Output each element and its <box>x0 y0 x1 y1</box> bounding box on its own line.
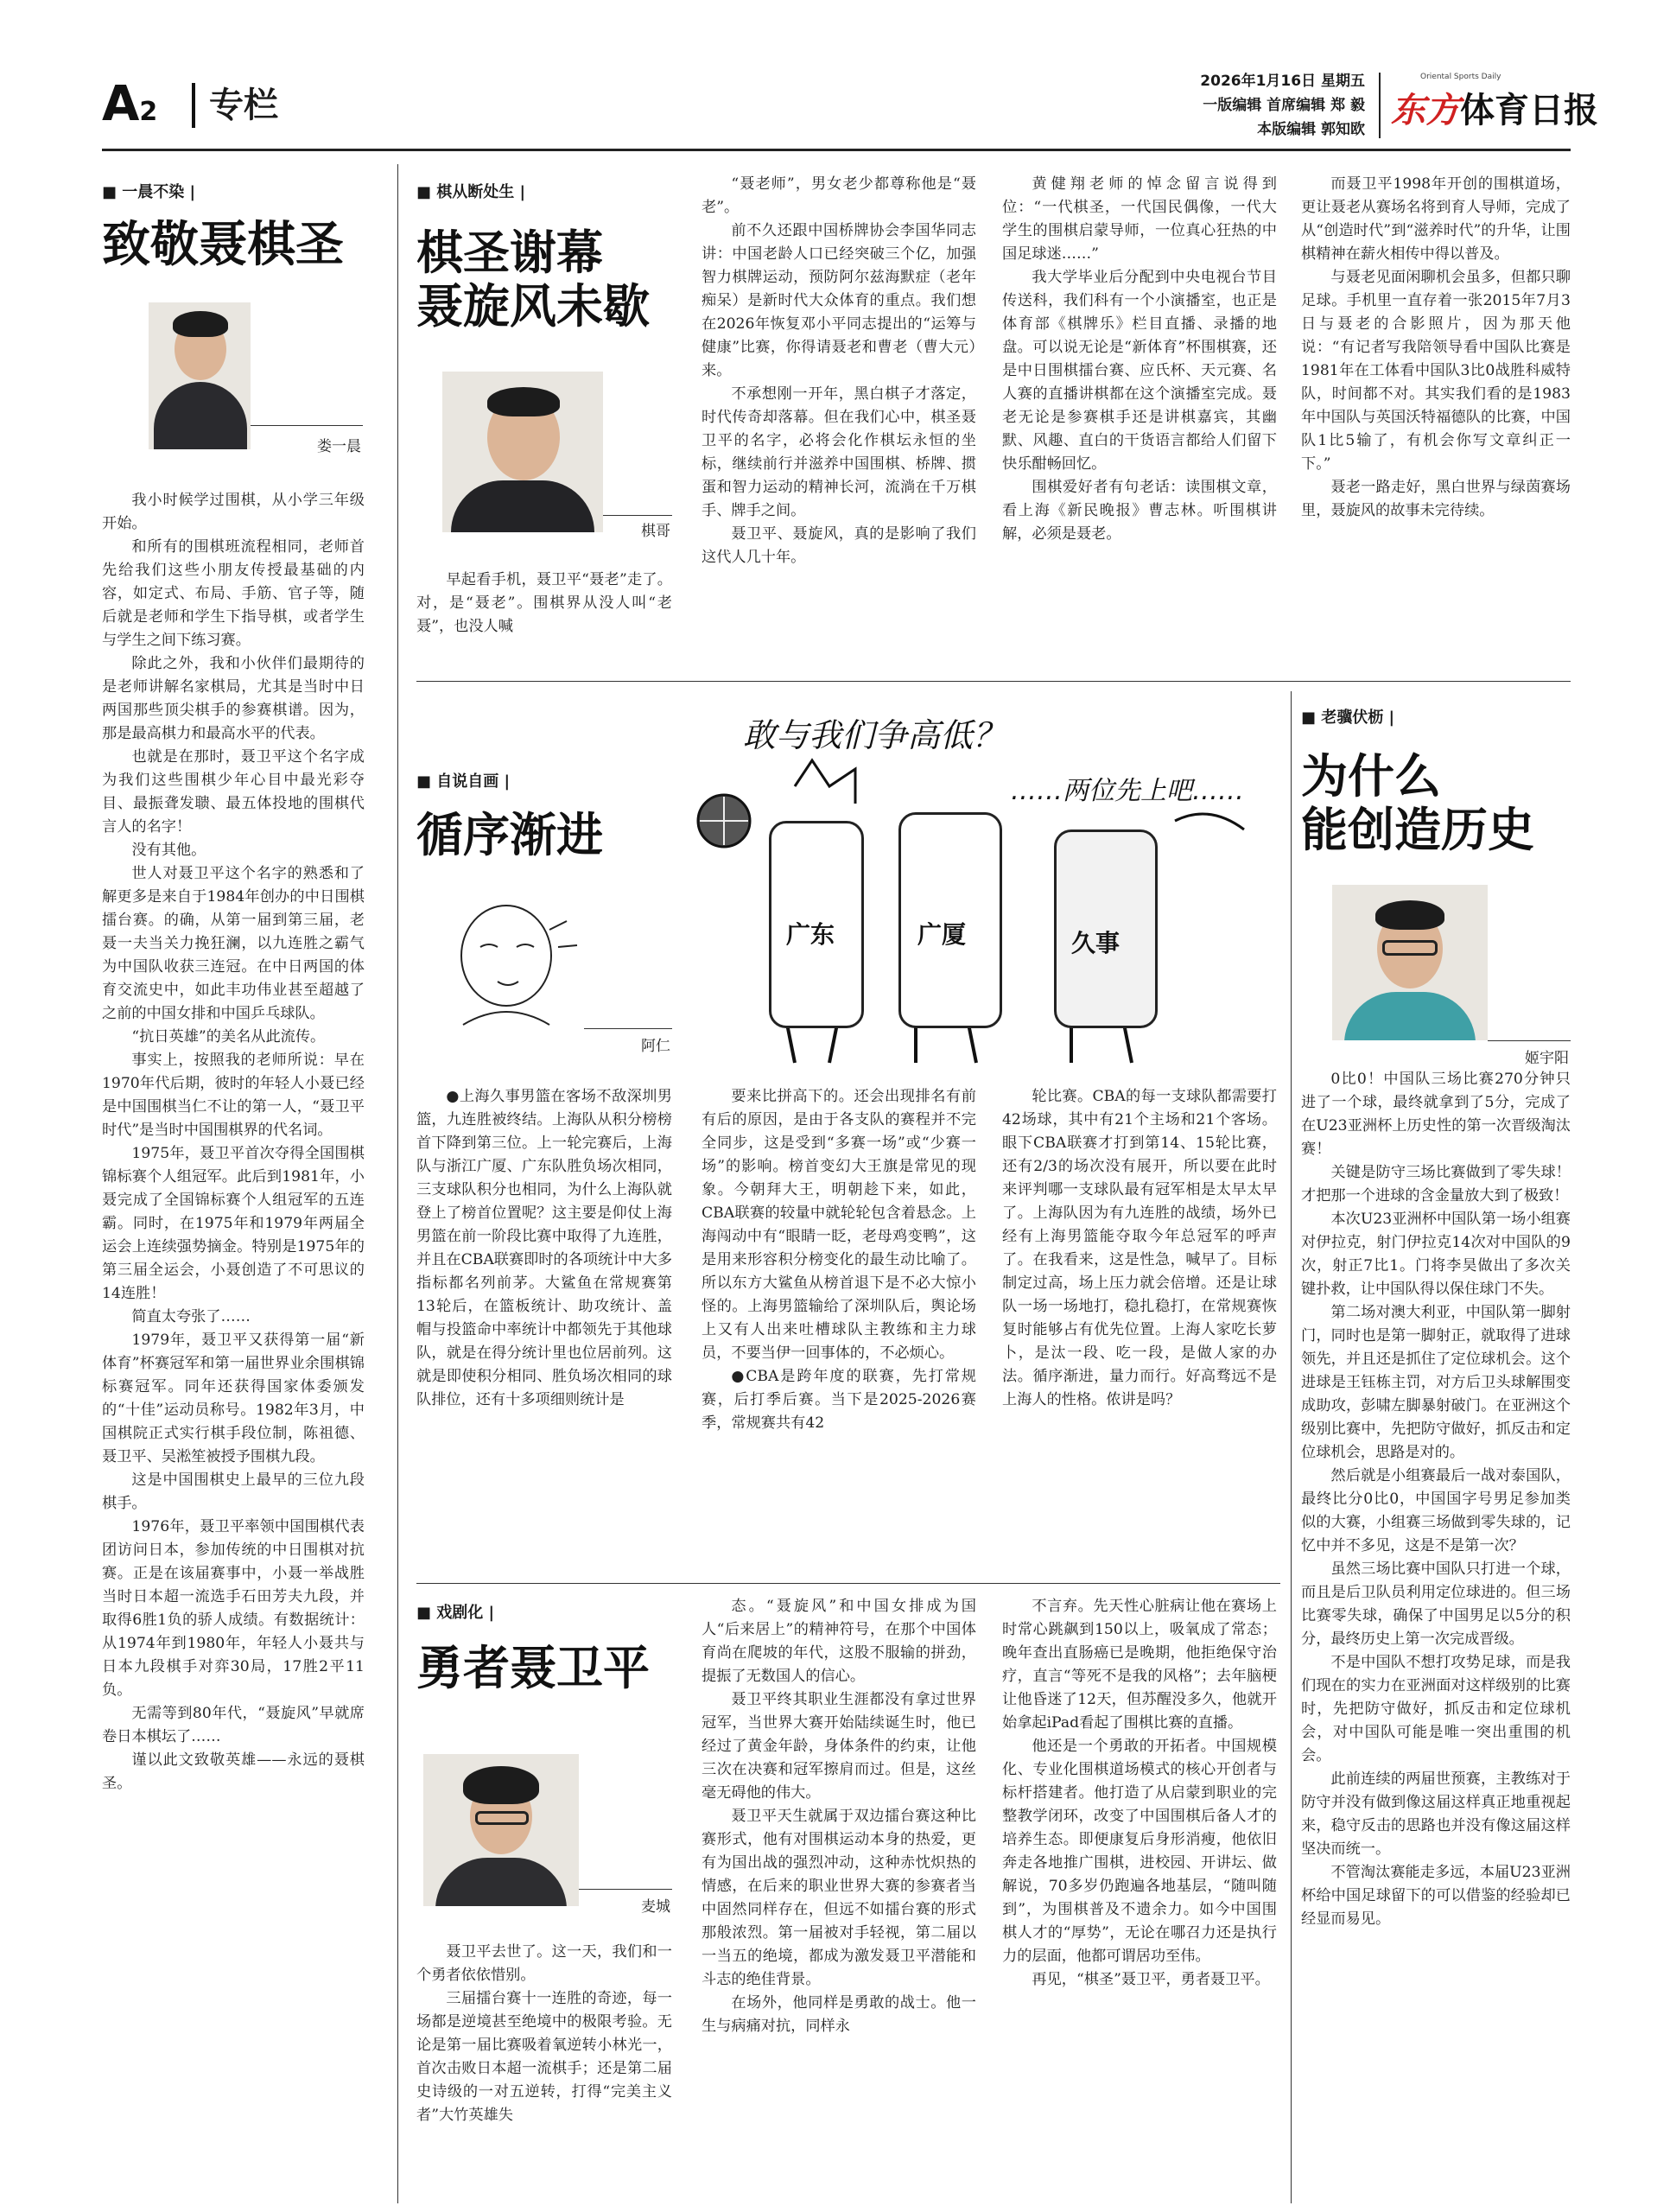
section-divider-1 <box>416 681 1571 682</box>
article-body-2d: 而聂卫平1998年开创的围棋道场，更让聂老从赛场名将到育人导师，完成了从“创造时代”到“滋养时代”的升华，让围棋精神在薪火相传中得以普及。 与聂老见面闲聊机会虽多，但都只聊足球。手机里一直存着一张2015年7月3日与聂老的合影照片，因为那天他说：“有记者写我陪领导看中国队比赛是1981年在工体看中国队3比0战胜科威特队，时间都不对。其实我们看的是1983年中国队与英国沃特福德队的比赛，中国队1比5输了，有机会你写文章纠正一下。” 聂老一路走好，黑白世界与绿茵赛场里，聂旋风的故事未完待续。 <box>1301 175 1571 519</box>
author-photo-4 <box>423 1754 579 1906</box>
header-rule <box>102 149 1571 151</box>
section-name: 专栏 <box>192 83 278 128</box>
cartoon-team-2: 广厦 <box>917 920 967 949</box>
author-sketch-3 <box>446 895 584 1030</box>
article-body-4b: 态。“聂旋风”和中国女排成为国人“后来居上”的精神符号，在那个中国体育尚在爬坡的年代，这股不服输的拼劲，提振了无数国人的信心。 聂卫平终其职业生涯都没有拿过世界冠军，当世界大赛开始陆续诞生时，他已经过了黄金年龄，身体条件的约束，让他三次在决赛和冠军擦肩而过。但是，这丝毫无碍他的伟大。 聂卫平天生就属于双边擂台赛这种比赛形式，他有对围棋运动本身的热爱，更有为国出战的强烈冲动，这种赤忱炽热的情感，在后来的职业世界大赛的参赛者当中固然同样存在，但远不如擂台赛的形式那般浓烈。第一届被对手轻视，第二届以一当五的绝境，都成为激发聂卫平潜能和斗志的绝佳背景。 在场外，他同样是勇敢的战士。他一生与病痛对抗，同样永 <box>702 1598 976 2035</box>
author-photo-1 <box>149 302 251 449</box>
author-name-1: 娄一晨 <box>317 438 361 455</box>
article-body-4c: 不言弃。先天性心脏病让他在赛场上时常心跳飙到150以上，吸氧成了常态；晚年查出直肠癌已是晚期，他拒绝保守治疗，直言“等死不是我的风格”；去年脑梗让他昏迷了12天，但苏醒没多久，他就开始拿起iPad看起了围棋比赛的直播。 他还是一个勇敢的开拓者。中国规模化、专业化围棋道场模式的核心开创者与标杆搭建者。他打造了从启蒙到职业的完整教学闭环，改变了中国围棋后备人才的培养生态。即便康复后身形消瘦，他依旧奔走各地推广围棋，进校园、开讲坛、做解说，70多岁仍跑遍各地基层，“随叫随到”，为围棋普及不遗余力。如今中国围棋人才的“厚势”，无论在哪召力还是执行力的层面，他都可谓居功至伟。 再见，“棋圣”聂卫平，勇者聂卫平。 <box>1002 1598 1277 1988</box>
article-body-3c: 轮比赛。CBA的每一支球队都需要打42场球，其中有21个主场和21个客场。眼下CBA联赛才打到第14、15轮比赛，还有2/3的场次没有展开，所以要在此时来评判哪一支球队最有冠军相是太早太早了。上海队因为有九连胜的战绩，场外已经有上海男篮能夺取今年总冠军的呼声了。在我看来，这是性急，喊早了。目标制定过高，场上压力就会倍增。还是让球队一场一场地打，稳扎稳打，在常规赛恢复时能够占有优先位置。上海人家吃长萝卜，是汰一段、吃一段，是做人家的办法。循序渐进，量力而行。好高骛远不是上海人的性格。侬讲是吗？ <box>1002 1088 1277 1408</box>
article-title-5: 为什么 能创造历史 <box>1301 749 1534 858</box>
issue-info <box>1192 69 1365 142</box>
author-photo-5 <box>1332 885 1488 1040</box>
article-title-1: 致敬聂棋圣 <box>102 217 344 273</box>
article-body-1: 我小时候学过围棋，从小学三年级开始。 和所有的围棋班流程相同，老师首先给我们这些小朋友传授最基础的内容，如定式、布局、手筋、官子等，随后就是老师和学生下指导棋，或者学生与学生之间下练习赛。 除此之外，我和小伙伴们最期待的是老师讲解名家棋局，尤其是当时中日两国那些顶尖棋手的参赛棋谱。因为，那是最高棋力和最高水平的代表。 也就是在那时，聂卫平这个名字成为我们这些围棋少年心目中最光彩夺目、最振聋发聩、最五体投地的围棋代言人的名字！ 没有其他。 世人对聂卫平这个名字的熟悉和了解更多是来自于1984年创办的中日围棋擂台赛。的确，从第一届到第三届，老聂一夫当关力挽狂澜，以九连胜之霸气为中国队收获三连冠。在中日两国的体育交流史中，如此丰功伟业甚至超越了之前的中国女排和中国乒乓球队。 “抗日英雄”的美名从此流传。 事实上，按照我的老师所说：早在1970年代后期，彼时的年轻人小聂已经是中国围棋当仁不让的第一人，“聂卫平时代”是当时中国围棋界的代名词。 1975年，聂卫平首次夺得全国围棋锦标赛个人组冠军。此后到1981年，小聂完成了全国锦标赛个人组冠军的五连霸。同时，在1975年和1979年两届全运会上连续强势摘金。特别是1975年的第三届全运会，小聂创造了不可思议的14连胜！ 简直太夸张了…… 1979年，聂卫平又获得第一届“新体育”杯赛冠军和第一届世界业余围棋锦标赛冠军。同年还获得国家体委颁发的“十佳”运动员称号。1982年3月，中国棋院正式实行棋手段位制，陈祖德、聂卫平、吴淞笙被授予围棋九段。 这是中国围棋史上最早的三位九段棋手。 1976年，聂卫平率领中国围棋代表团访问日本，参加传统的中日围棋对抗赛。正是在该届赛事中，小聂一举战胜当时日本超一流选手石田芳夫九段，并取得6胜1负的骄人成绩。有数据统计：从1974年到1980年，年轻人小聂共与日本九段棋手对弈30局，17胜2平11负。 无需等到80年代，“聂旋风”早就席卷日本棋坛了…… 谨以此文致敬英雄——永远的聂棋圣。 <box>102 492 365 1792</box>
header-divider <box>1379 73 1381 138</box>
cartoon-caption-top: 敢与我们争高低？ <box>743 716 1006 754</box>
newspaper-logo <box>1391 73 1598 132</box>
author-name-3: 阿仁 <box>641 1038 670 1055</box>
issue-editors: 一版编辑 首席编辑 郑 毅 本版编辑 郭知欧 <box>1203 97 1365 138</box>
article-body-2c: 黄健翔老师的悼念留言说得到位：“一代棋圣，一代国民偶像，一代大学生的围棋启蒙导师，一位真心狂热的中国足球迷……” 我大学毕业后分配到中央电视台节目传送科，我们科有一个小演播室，也正是体育部《棋牌乐》栏目直播、录播的地盘。可以说无论是“新体育”杯围棋赛，还是中日围棋擂台赛、应氏杯、天元赛、名人赛的直播讲棋都在这个演播室完成。聂老无论是参赛棋手还是讲棋嘉宾，其幽默、风趣、直白的干货语言都给人们留下快乐酣畅回忆。 围棋爱好者有句老话：读围棋文章，看上海《新民晚报》曹志林。听围棋讲解，必须是聂老。 <box>1002 175 1277 543</box>
article-title-3: 循序渐进 <box>416 808 603 862</box>
column-divider <box>397 164 398 2203</box>
basketball-cartoon <box>691 691 1279 1071</box>
cartoon-team-1: 广东 <box>786 920 835 949</box>
logo-name: 体育日报 <box>1460 91 1598 130</box>
article-title-2: 棋圣谢幕 聂旋风未歇 <box>416 226 650 334</box>
article-body-3a: ●上海久事男篮在客场不敌深圳男篮，九连胜被终结。上海队从积分榜榜首下降到第三位。上一轮完赛后，上海队与浙江广厦、广东队胜负场次相同，三支球队积分也相同，为什么上海队就登上了榜首位置呢？这主要是仰仗上海男篮在前一阶段比赛中取得了九连胜，并且在CBA联赛即时的各项统计中大多指标都名列前茅。大鲨鱼在常规赛第13轮后，在篮板统计、助攻统计、盖帽与投篮命中率统计中都领先于其他球队，就是在得分统计里也位居前列。这就是即使积分相同、胜负场次相同的球队排位，还有十多项细则统计是 <box>416 1088 672 1408</box>
author-name-4: 麦城 <box>641 1898 670 1916</box>
article-body-2a: 早起看手机，聂卫平“聂老”走了。对，是“聂老”。围棋界从没人叫“老聂”，也没人喊 <box>416 571 672 635</box>
column-name-4: ■ 戏剧化 | <box>416 1600 494 1623</box>
article-title-4: 勇者聂卫平 <box>416 1641 650 1695</box>
article-body-4a: 聂卫平去世了。这一天，我们和一个勇者依依惜别。 三届擂台赛十一连胜的奇迹，每一场都是逆境甚至绝境中的极限考验。无论是第一届比赛吸着氧逆转小林光一，首次击败日本超一流棋手；还是第二届史诗级的一对五逆转，打得“完美主义者”大竹英雄失 <box>416 1943 672 2124</box>
article-body-3b: 要来比拼高下的。还会出现排名有前有后的原因，是由于各支队的赛程并不完全同步，这是受到“多赛一场”或“少赛一场”的影响。榜首变幻大王旗是常见的现象。今朝拜大王，明朝趁下来，如此，CBA联赛的较量中就轮轮包含着悬念。上海闯动中有“眼睛一眨，老母鸡变鸭”，这是用来形容积分榜变化的最生动比喻了。所以东方大鲨鱼从榜首退下是不必大惊小怪的。上海男篮输给了深圳队后，舆论场上又有人出来吐槽球队主教练和主力球员，不要当伊一回事体的，不必烦心。 ●CBA是跨年度的联赛，先打常规赛，后打季后赛。当下是2025-2026赛季，常规赛共有42 <box>702 1088 976 1432</box>
logo-english: Oriental Sports Daily <box>1420 73 1501 81</box>
page-number: A2 <box>102 76 158 132</box>
author-photo-2 <box>442 372 603 532</box>
column-name-1: ■ 一晨不染 | <box>102 180 195 202</box>
column-name-3: ■ 自说自画 | <box>416 769 510 791</box>
column-divider-right <box>1291 691 1292 2203</box>
article-body-2b: “聂老师”，男女老少都尊称他是“聂老”。 前不久还跟中国桥牌协会李国华同志讲：中国老龄人口已经突破三个亿，加强智力棋牌运动，预防阿尔兹海默症（老年痴呆）是新时代大众体育的重点。我们想在2026年恢复邓小平同志提出的“运筹与健康”比赛，你得请聂老和曹老（曹大元）来。 不承想刚一开年，黑白棋子才落定，时代传奇却落幕。但在我们心中，棋圣聂卫平的名字，必将会化作棋坛永恒的坐标，继续前行并滋养中国围棋、桥牌、掼蛋和智力运动的精神长河，流淌在千万棋手、牌手之间。 聂卫平、聂旋风，真的是影响了我们这代人几十年。 <box>702 175 976 566</box>
column-name-2: ■ 棋从断处生 | <box>416 180 525 202</box>
column-name-5: ■ 老骥伏枥 | <box>1301 705 1394 728</box>
logo-brand: 东方 <box>1391 91 1460 130</box>
issue-date: 2026年1月16日 星期五 <box>1200 73 1365 90</box>
section-divider-2 <box>416 1583 1280 1584</box>
cartoon-team-3: 久事 <box>1071 929 1121 957</box>
article-body-5: 0比0！中国队三场比赛270分钟只进了一个球，最终就拿到了5分，完成了在U23亚洲杯上历史性的第一次晋级淘汰赛！ 关键是防守三场比赛做到了零失球！才把那一个进球的含金量放大到了极致！ 本次U23亚洲杯中国队第一场小组赛对伊拉克，射门伊拉克14次对中国队的9次，射正7比1。门将李昊做出了多次关键扑救，让中国队得以保住球门不失。 第二场对澳大利亚，中国队第一脚射门，同时也是第一脚射正，就取得了进球领先，并且还是抓住了定位球机会。这个进球是王钰栋主罚，对方后卫头球解围变成助攻，彭啸左脚暴射破门。在亚洲这个级别比赛中，先把防守做好，抓反击和定位球机会，思路是对的。 然后就是小组赛最后一战对泰国队，最终比分0比0，中国国字号男足参加类似的大赛，小组赛三场做到零失球的，记忆中并不多见，这是不是第一次？ 虽然三场比赛中国队只打进一个球，而且是后卫队员利用定位球进的。但三场比赛零失球，确保了中国男足以5分的积分，最终历史上第一次完成晋级。 不是中国队不想打攻势足球，而是我们现在的实力在亚洲面对这样级别的比赛时，先把防守做好，抓反击和定位球机会，对中国队可能是唯一突出重围的机会。 此前连续的两届世预赛，主教练对于防守并没有做到像这届这样真正地重视起来，稳守反击的思路也并没有像这届这样坚决而统一。 不管淘汰赛能走多远，本届U23亚洲杯给中国足球留下的可以借鉴的经验却已经显而易见。 <box>1301 1071 1571 1928</box>
cartoon-caption-right: ……两位先上吧…… <box>1011 776 1244 806</box>
author-name-2: 棋哥 <box>641 523 670 540</box>
author-name-5: 姬宇阳 <box>1525 1050 1569 1067</box>
